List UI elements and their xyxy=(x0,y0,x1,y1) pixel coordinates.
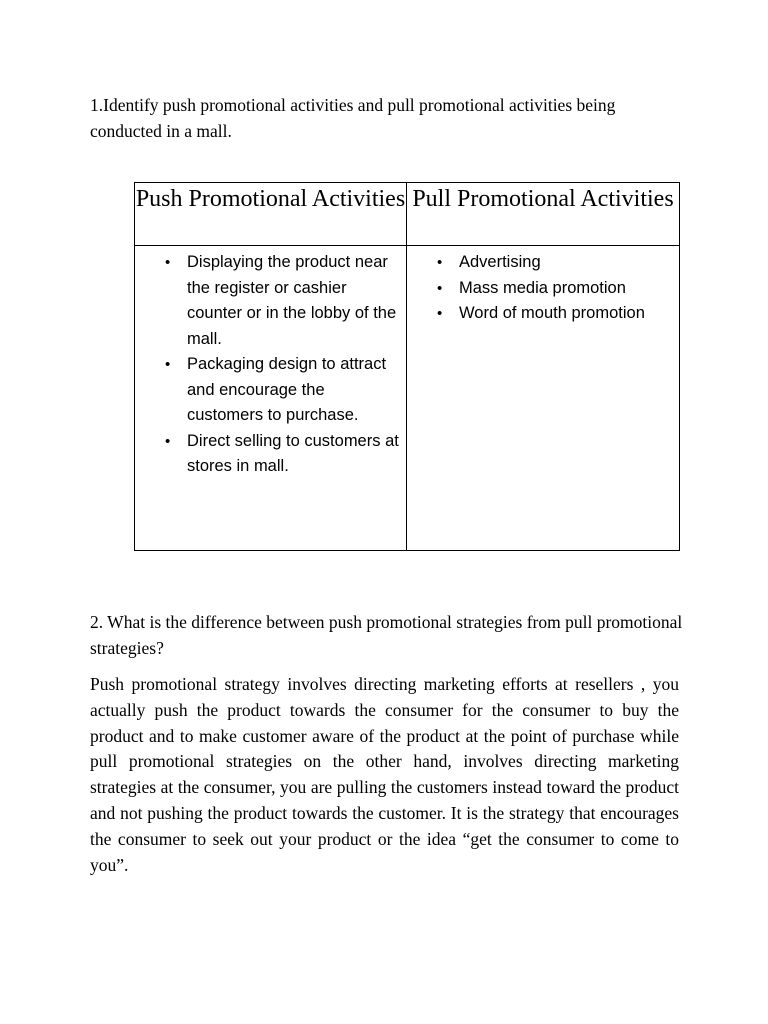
bullet-icon: • xyxy=(437,279,443,297)
list-item: • Advertising xyxy=(407,250,679,276)
bullet-icon: • xyxy=(437,254,443,271)
promotional-activities-table xyxy=(134,182,680,551)
list-item: • Direct selling to customers at stores in mall. xyxy=(135,429,406,480)
bullet-icon: • xyxy=(165,432,171,450)
pull-cell xyxy=(407,246,680,551)
answer-2: Push promotional strategy involves directing marketing efforts at resellers , you actually push the product towards the consumer for the consumer to buy the product and to make customer aware of the product at the point of purchase while pull promotional strategies on the other hand, involves directing marketing strategies at the consumer, you are pulling the customers instead toward the product and not pushing the product towards the customer. It is the strategy that encourages the consumer to seek out your product or the idea “get the consumer to come to you”. xyxy=(90,674,679,875)
list-item: • Packaging design to attract and encourage the customers to purchase. xyxy=(135,352,406,429)
question-2: 2. What is the difference between push promotional strategies from pull promotional strategies? xyxy=(90,612,683,658)
list-item: • Word of mouth promotion xyxy=(407,301,679,327)
bullet-icon: • xyxy=(165,356,171,373)
bullet-icon: • xyxy=(165,254,171,271)
push-cell xyxy=(135,246,407,551)
bullet-icon: • xyxy=(437,305,443,322)
pull-header: Pull Promotional Activities xyxy=(407,183,680,246)
list-item: • Displaying the product near the register or cashier counter or in the lobby of the mall. xyxy=(135,250,406,352)
question-1: 1.Identify push promotional activities and pull promotional activities being conducted in a mall. xyxy=(90,95,616,141)
push-list xyxy=(135,246,406,480)
pull-list xyxy=(407,246,679,327)
list-item: • Mass media promotion xyxy=(407,276,679,302)
push-header: Push Promotional Activities xyxy=(135,183,407,246)
